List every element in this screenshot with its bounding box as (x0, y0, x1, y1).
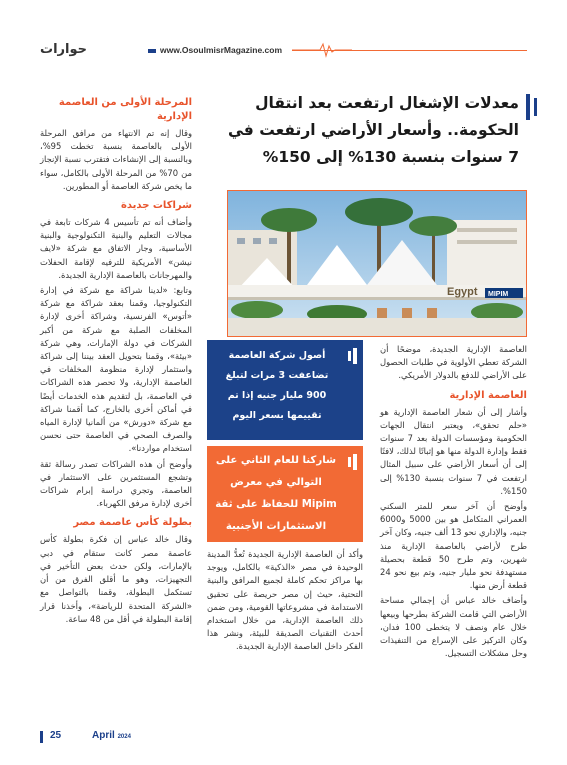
left-column (40, 96, 192, 628)
section-label: حوارات (40, 42, 87, 57)
left-paragraph-2: وأضاف أنه تم تأسيس 4 شركات تابعة في مجالات التعليم والبنية التكنولوجية والبنية الأساسية، وجار الاتفاق مع شركة «لايف نيشن» الأمريكية للترفيه لإقامة الحفلات والمهرجانات بالعاصمة الإدارية الجديدة. (40, 217, 192, 280)
quote-accent-bar-small (348, 457, 351, 467)
issue-year: 2024 (117, 734, 131, 740)
photo-banner-text: MIPIM (488, 291, 509, 298)
article-title: معدلات الإشغال ارتفعت بعد انتقال الحكومة.. وأسعار الأراضي ارتفعت في 7 سنوات بنسبة 130% إلى 150% (227, 94, 519, 166)
left-paragraph-3: وتابع: «لدينا شراكة مع شركة في إدارة التكنولوجيا، وقمنا بعقد شراكة مع شركة «أتوس» الفرنسية، وشراكة أخرى لإدارة المخلفات الصلبة مع شركة من أكبر الشركات في دولة الإمارات، وهي شركة «بيئة»، وقمنا بتحويل العقد بيننا إلى شراكة واستثمار لإدارة منظومة المخلفات في العاصمة الإدارية، ولا تحصر هذه الشراكات في العاصمة، بل لتقديم هذه الخدمات أيضًا في أماكن أخرى بالخارج، كما أقمنا شراكة مع شركة «دورش» من ألمانيا لإدارة المياه والصرف الصحي في العاصمة حتى نحسن استخدام مواردنا». (40, 285, 192, 454)
site-url: www.OsoulmisrMagazine.com (160, 45, 283, 55)
pulse-line-icon (292, 42, 352, 58)
right-paragraph-4: وأضاف خالد عباس أن إجمالي مساحة الأراضي التي قامت الشركة بطرحها وبيعها خلال عام ونصف لا يتخطى 100 فدان، وكان التركيز على الإسراع من التنفيذات وحل مشكلات التسجيل. (380, 595, 527, 659)
pull-quote-mipim (207, 446, 363, 542)
pavilion-illustration (227, 190, 527, 337)
page-number: 25 (50, 730, 62, 741)
left-paragraph-4: وأوضح أن هذه الشراكات تصدر رسالة ثقة وتشجع المستثمرين على الاستثمار في العاصمة، وتجري دراسة إبرام شراكات أخرى لإدارة مرفق الكهرباء. (40, 458, 192, 509)
article-photo (227, 190, 527, 337)
subheading-capital: العاصمة الإدارية (449, 389, 527, 401)
left-paragraph-1: وقال إنه تم الانتهاء من مرافق المرحلة الأولى بالعاصمة بنسبة تخطت 95%، وبالنسبة إلى الإنشاءات فتقترب نسبة الإنجاز من 70% من المرحلة الأولى بالكامل، سواء ما يخص شركة العاصمة أو المطورين. (40, 128, 192, 191)
title-accent-bar-small (534, 98, 537, 116)
quote-accent-bar (353, 454, 357, 470)
pull-quote-text: شاركنا للعام الثاني على التوالي في معرض Mipim للحفاظ على ثقة الاستثمارات الأجنبية (215, 455, 337, 532)
article-title-block (217, 90, 527, 180)
title-accent-bar (526, 94, 530, 120)
subheading-partnerships: شراكات جديدة (120, 200, 192, 212)
issue-date (92, 730, 131, 741)
photo-sign-text: Egypt (447, 286, 478, 298)
page-footer (40, 729, 240, 745)
subheading-phase-one: المرحلة الأولى من العاصمة الإدارية (58, 97, 192, 122)
right-paragraph-2: وأشار إلى أن شعار العاصمة الإدارية هو «حلم تحقق»، ويعتبر انتقال الجهات الحكومية ومؤسسات الدولة بعد 7 سنوات فقط وإدارة الدولة منها هو إثباتًا لذلك، لافتًا إلى أن أسعار الأراضي على سبيل المثال ارتفعت في 7 سنوات بنسبة 130% إلى 150%. (380, 406, 528, 496)
pull-quote-assets (207, 340, 363, 440)
quote-accent-bar-small (348, 351, 351, 361)
issue-month: April (92, 730, 115, 741)
middle-column (207, 548, 363, 656)
header-accent-bar (148, 49, 156, 53)
page-header (40, 42, 527, 66)
right-paragraph-1: العاصمة الإدارية الجديدة، موضحًا أن الشركة تعطي الأولوية في طلبات الحصول على الأراضي للدفع بالدولار الأمريكي. (380, 344, 527, 381)
right-paragraph-3: وأوضح أن آخر سعر للمتر السكني العمراني المتكامل هو بين 5000 و6000 جنيه، والإداري نحو 13 ألف جنيه، وكان آخر طرح لأراضي بالعاصمة الإدارية منذ شهرين، وتم طرح 50 قطعة بحصيلة مستهدفة نحو مليار جنيه، وتم بيع نحو 24 قطعة أرض منها. (380, 501, 528, 591)
subheading-cup: بطولة كأس عاصمة مصر (73, 517, 192, 529)
footer-accent-bar (40, 731, 43, 743)
left-paragraph-5: وقال خالد عباس إن فكرة بطولة كأس عاصمة مصر كانت ستقام في دبي بالإمارات، ولكن حدث بعض التأخير في التجهيزات، وهو ما أقلق الفرق من أن تستكمل البطولة، وقمنا بالتواصل مع «الشركة المتحدة للرياضة»، وأخذنا قرار إقامة البطولة في أقل من 48 ساعة. (40, 534, 192, 624)
quote-accent-bar (353, 348, 357, 364)
middle-paragraph-1: وأكد أن العاصمة الإدارية الجديدة تُعدُّ المدينة الوحيدة في مصر «الذكية» بالكامل، ويوجد بها مراكز تحكم كاملة لجميع المرافق والبنية التحتية، حيث إن مصر حريصة على تحقيق الاستدامة في مشروعاتها القومية، ومن ضمن ذلك العاصمة الإدارية، من خلال استخدام أحدث التقنيات الصديقة للبيئة، ونشر هذا الفكر داخل العاصمة الإدارية الجديدة. (207, 549, 363, 652)
pull-quote-text: أصول شركة العاصمة تضاعفت 3 مرات لتبلغ 900 مليار جنيه إذا تم تقييمها بسعر اليوم (225, 350, 329, 421)
right-column (380, 343, 527, 662)
